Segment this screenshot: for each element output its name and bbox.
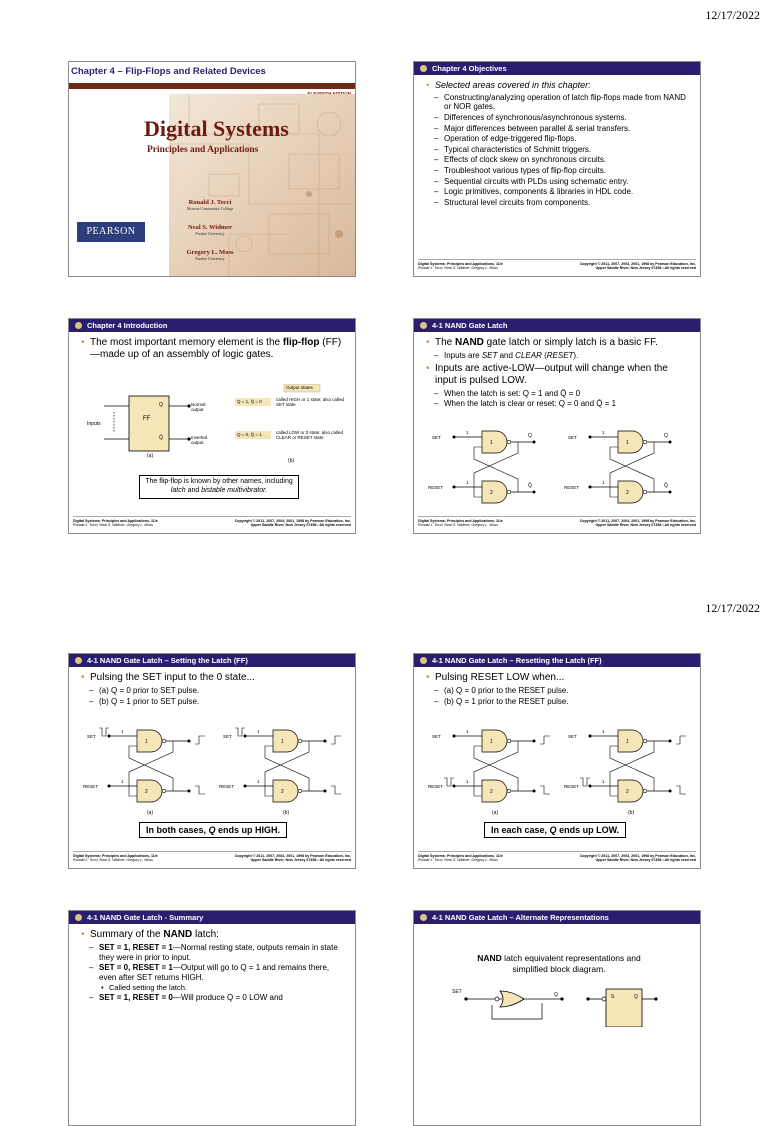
inputs-text-g: ). <box>573 351 579 360</box>
slide-body <box>81 337 347 363</box>
objective-item: – Major differences between parallel & serial transfers. <box>426 124 692 134</box>
objective-item: – Operation of edge-triggered flip-flops. <box>426 134 692 144</box>
nand-gate <box>482 481 507 503</box>
objective-item: – Sequential circuits with PLDs using schematic entry. <box>426 177 692 187</box>
summary-item-2-rest: —Output will go to Q = 1 and remains there, even after SET returns HIGH. <box>99 963 330 982</box>
gate-number: 2 <box>626 789 629 795</box>
result-text-b: Q <box>549 825 557 835</box>
author-3-school: Purdue University <box>195 256 225 261</box>
inverter-bubble <box>162 789 166 793</box>
gate-number: 2 <box>490 490 493 496</box>
gate-number: 1 <box>281 739 284 745</box>
inverter-bubble <box>507 490 511 494</box>
state-1: Q = 1, Q̄ = 0 <box>237 399 262 404</box>
objective-item: – Typical characteristics of Schmitt triggers. <box>426 145 692 155</box>
latch-reset-item: – When the latch is clear or reset: Q = 0 and Q̄ = 1 <box>426 399 692 409</box>
alt-s-label: S <box>611 994 615 1000</box>
logic-level: 1 <box>466 729 469 734</box>
slide-title: 4-1 NAND Gate Latch – Setting the Latch (FF) <box>69 654 355 667</box>
objective-item: – Structural level circuits from components. <box>426 198 692 208</box>
set-pulse-waveform <box>99 728 109 736</box>
summary-bullet <box>81 929 347 941</box>
gate-number: 2 <box>281 789 284 795</box>
intro-text-c: (FF)—made up of an assembly of logic gates. <box>90 337 342 360</box>
qbar-waveform <box>195 786 205 794</box>
nand-gate <box>618 730 643 752</box>
qbar-waveform <box>676 786 686 794</box>
slide-body <box>426 80 692 208</box>
q-waveform <box>676 736 686 744</box>
qbar-waveform <box>331 786 341 794</box>
slide-alternate-representations <box>413 910 701 1126</box>
fig-inverted-label: Inverted output <box>191 435 208 445</box>
set-label: SET <box>432 734 441 739</box>
slide-title: 4-1 NAND Gate Latch - Summary <box>69 911 355 924</box>
slide-body <box>81 672 347 707</box>
summary-text-a: Summary of the <box>90 929 164 940</box>
logic-level: 1 <box>257 779 260 784</box>
result-text-c: ends up LOW. <box>556 825 620 835</box>
slide-footer <box>418 259 696 273</box>
footer-right-2: Upper Saddle River, New Jersey 07458 • All rights reserved <box>595 266 696 271</box>
latch-inputs-item <box>426 351 692 361</box>
slide-body <box>426 337 692 410</box>
pearson-logo <box>77 222 145 242</box>
inverter-bubble <box>507 739 511 743</box>
logic-level: 1 <box>466 430 469 435</box>
footer-right-1: Copyright © 2011, 2007, 2004, 2001, 1998 by Pearson Education, Inc. <box>234 519 351 523</box>
nand-gate <box>273 730 298 752</box>
inverter-bubble <box>507 440 511 444</box>
figure-label: (a) <box>492 810 499 816</box>
footer-right-1: Copyright © 2011, 2007, 2004, 2001, 1998 by Pearson Education, Inc. <box>579 854 696 858</box>
nand-gate <box>482 730 507 752</box>
chapter-title: Chapter 4 – Flip-Flops and Related Devices <box>71 66 266 77</box>
pearson-logo-text: PEARSON <box>86 226 136 237</box>
objective-item: – Troubleshoot various types of flip-flop circuits. <box>426 166 692 176</box>
setting-item-a: – (a) Q = 0 prior to SET pulse. <box>81 686 347 696</box>
resetting-bullet: • Pulsing RESET LOW when... <box>426 672 692 684</box>
footer-right-2: Upper Saddle River, New Jersey 07458 • All rights reserved <box>595 523 696 528</box>
latch-bullet-2: • Inputs are active-LOW—output will change when the input is pulsed LOW. <box>426 363 692 387</box>
slide-title: Chapter 4 Objectives <box>414 62 700 75</box>
fig-normal-label: Normal output <box>191 402 206 412</box>
author-3 <box>165 249 255 261</box>
objective-item: – Effects of clock skew on synchronous circuits. <box>426 155 692 165</box>
inputs-text-d: CLEAR <box>515 351 542 360</box>
latch-schematic <box>219 728 341 816</box>
reset-pulse-waveform <box>580 778 590 786</box>
nand-gate <box>137 730 162 752</box>
nand-gate <box>618 431 643 453</box>
author-3-name: Gregory L. Moss <box>186 249 234 256</box>
gate-number: 2 <box>145 789 148 795</box>
inputs-text-f: RESET <box>546 351 574 360</box>
book-subtitle: Principles and Applications <box>147 145 259 155</box>
result-text-b: Q <box>208 825 216 835</box>
gate-number: 1 <box>626 739 629 745</box>
footer-left-2: Ronald J. Tocci, Neal S. Widmer, Gregory L. Moss <box>73 858 153 863</box>
footer-right-2: Upper Saddle River, New Jersey 07458 • All rights reserved <box>595 858 696 863</box>
resetting-result <box>484 822 626 838</box>
inverter-bubble <box>298 739 302 743</box>
alt-q-label-2: Q <box>634 994 638 1000</box>
footer-right-1: Copyright © 2011, 2007, 2004, 2001, 1998 by Pearson Education, Inc. <box>234 854 351 858</box>
summary-item-3-rest: —Will produce Q = 0 LOW and <box>172 993 283 1003</box>
summary-item-3 <box>81 993 347 1003</box>
fig-q-label: Q <box>159 402 163 408</box>
intro-text-a: The most important memory element is the <box>90 337 283 348</box>
logic-level: 1 <box>602 779 605 784</box>
q-waveform <box>540 736 550 744</box>
page-date: 12/17/2022 <box>705 8 760 22</box>
q-output-label: Q <box>664 433 668 439</box>
summary-item-1-bold: SET = 1, RESET = 1 <box>99 943 173 952</box>
slide-body <box>426 672 692 707</box>
q-waveform <box>331 736 341 744</box>
summary-item-1 <box>81 943 347 962</box>
gate-number: 1 <box>626 440 629 446</box>
set-label: SET <box>568 734 577 739</box>
resetting-latch-diagrams <box>414 722 701 822</box>
alt-q-label: Q <box>554 992 558 998</box>
latch-schematic <box>564 729 686 816</box>
figure-label: (b) <box>283 810 290 816</box>
slide-title: 4-1 NAND Gate Latch – Alternate Representations <box>414 911 700 924</box>
footer-right-1: Copyright © 2011, 2007, 2004, 2001, 1998 by Pearson Education, Inc. <box>579 262 696 266</box>
author-1 <box>165 199 255 211</box>
output-states-label: Output states <box>286 385 313 390</box>
footer-right-1: Copyright © 2011, 2007, 2004, 2001, 1998 by Pearson Education, Inc. <box>579 519 696 523</box>
inputs-text-e: ( <box>541 351 547 360</box>
slide-title: 4-1 NAND Gate Latch <box>414 319 700 332</box>
nand-gate <box>137 780 162 802</box>
nand-gate <box>482 780 507 802</box>
slide-footer <box>418 516 696 530</box>
fig-qbar-label: Q̄ <box>159 435 163 441</box>
inverter-bubble <box>643 739 647 743</box>
inverter-bubble <box>643 789 647 793</box>
qbar-output-label: Q̄ <box>664 483 668 489</box>
inputs-text-a: Inputs are <box>444 351 482 360</box>
footer-left-1: Digital Systems: Principles and Applications, 11/e <box>418 519 503 523</box>
footer-left-2: Ronald J. Tocci, Neal S. Widmer, Gregory L. Moss <box>418 266 498 271</box>
slide-resetting-latch <box>413 653 701 869</box>
summary-text-b: NAND <box>163 929 193 940</box>
slide-cover <box>68 61 356 277</box>
set-label: SET <box>87 734 96 739</box>
slide-setting-latch <box>68 653 356 869</box>
setting-bullet: • Pulsing the SET input to the 0 state... <box>81 672 347 684</box>
footer-left-1: Digital Systems: Principles and Applications, 11/e <box>73 854 158 858</box>
logic-level: 1 <box>121 779 124 784</box>
gate-number: 2 <box>490 789 493 795</box>
footer-left-1: Digital Systems: Principles and Applications, 11/e <box>418 262 503 266</box>
nand-latch-diagrams <box>414 427 701 507</box>
summary-item-2-bold: SET = 0, RESET = 1 <box>99 963 173 973</box>
book-title: Digital Systems <box>144 116 289 141</box>
set-label: SET <box>223 734 232 739</box>
qbar-output-label: Q̄ <box>528 483 532 489</box>
nand-gate <box>618 481 643 503</box>
slide-title: Chapter 4 Introduction <box>69 319 355 332</box>
set-label: SET <box>432 435 441 440</box>
summary-sub-note: • Called setting the latch. <box>81 983 347 992</box>
slide-objectives <box>413 61 701 277</box>
footer-left-2: Ronald J. Tocci, Neal S. Widmer, Gregory L. Moss <box>418 858 498 863</box>
reset-label: RESET <box>428 784 444 789</box>
gate-number: 2 <box>626 490 629 496</box>
author-2-name: Neal S. Widmer <box>188 224 232 231</box>
footer-left-2: Ronald J. Tocci, Neal S. Widmer, Gregory L. Moss <box>418 523 498 528</box>
inputs-text-c: and <box>497 351 516 360</box>
reset-label: RESET <box>564 784 580 789</box>
objective-item: – Logic primitives, components & libraries in HDL code. <box>426 187 692 197</box>
logic-level: 1 <box>121 729 124 734</box>
latch-schematic <box>564 430 672 503</box>
flipflop-note <box>139 475 299 499</box>
resetting-item-a: – (a) Q = 0 prior to the RESET pulse. <box>426 686 692 696</box>
nand-gate <box>618 780 643 802</box>
inverter-bubble <box>298 789 302 793</box>
reset-label: RESET <box>219 784 235 789</box>
author-2 <box>165 224 255 236</box>
fig-inputs-label: Inputs <box>87 421 101 427</box>
footer-left-1: Digital Systems: Principles and Applications, 11/e <box>73 519 158 523</box>
slide-summary <box>68 910 356 1126</box>
summary-text-c: latch: <box>192 929 219 940</box>
latch-text-a: The <box>435 337 456 348</box>
gate-number: 1 <box>490 739 493 745</box>
result-text-a: In both cases, <box>146 825 209 835</box>
inputs-text-b: SET <box>481 351 498 360</box>
summary-item-3-bold: SET = 1, RESET = 0 <box>99 993 173 1003</box>
setting-item-b: – (b) Q = 1 prior to SET pulse. <box>81 697 347 707</box>
setting-result <box>139 822 287 838</box>
page-date: 12/17/2022 <box>705 601 760 615</box>
objectives-lead <box>426 80 692 91</box>
set-pulse-waveform <box>235 728 245 736</box>
slide-footer <box>418 851 696 865</box>
note-text-b: latch <box>170 486 186 494</box>
note-text-c: and <box>185 486 202 494</box>
logic-level: 1 <box>257 729 260 734</box>
latch-bullet-1 <box>426 337 692 349</box>
footer-right-2: Upper Saddle River, New Jersey 07458 • All rights reserved <box>250 523 351 528</box>
setting-latch-diagrams <box>69 722 356 822</box>
alt-representation-diagram <box>452 987 692 1027</box>
q-waveform <box>195 736 205 744</box>
logic-level: 1 <box>466 779 469 784</box>
resetting-item-b: – (b) Q = 1 prior to the RESET pulse. <box>426 697 692 707</box>
alt-caption-b: latch equivalent representations and simplified block diagram. <box>501 953 641 974</box>
note-text-d: bistable multivibrator. <box>201 486 268 494</box>
latch-text-c: gate latch or simply latch is a basic FF. <box>483 337 658 348</box>
inverter-bubble <box>643 490 647 494</box>
summary-item-1-rest: —Normal resting state, outputs remain in state they were in prior to input. <box>99 943 338 962</box>
alt-set-label: SET <box>452 989 462 995</box>
latch-text-b: NAND <box>455 337 484 348</box>
footer-right-2: Upper Saddle River, New Jersey 07458 • All rights reserved <box>250 858 351 863</box>
result-text-c: ends up HIGH. <box>215 825 281 835</box>
logic-level: 1 <box>466 480 469 485</box>
slide-title: 4-1 NAND Gate Latch – Resetting the Latch (FF) <box>414 654 700 667</box>
slide-footer <box>73 516 351 530</box>
intro-bullet <box>81 337 347 361</box>
latch-schematic <box>83 728 205 816</box>
figure-label: (b) <box>628 810 635 816</box>
fig-a-label: (a) <box>147 453 154 459</box>
nand-gate <box>482 431 507 453</box>
slide-footer <box>73 851 351 865</box>
inverter-bubble <box>507 789 511 793</box>
result-text-a: In each case, <box>491 825 550 835</box>
objective-item: – Differences of synchronous/asynchronous systems. <box>426 113 692 123</box>
inverter-bubble <box>162 739 166 743</box>
latch-schematic <box>428 430 536 503</box>
qbar-waveform <box>540 786 550 794</box>
reset-pulse-waveform <box>444 778 454 786</box>
summary-item-2 <box>81 963 347 982</box>
objective-item: – Constructing/analyzing operation of latch flip-flops made from NAND or NOR gates. <box>426 93 692 112</box>
alt-caption-a: NAND <box>477 953 502 963</box>
q-output-label: Q <box>528 433 532 439</box>
latch-schematic <box>428 729 550 816</box>
author-1-name: Ronald J. Tocci <box>188 199 232 206</box>
note-text-a: The flip-flop is known by other names, including <box>145 478 293 485</box>
fig-ff-label: FF <box>143 416 151 422</box>
figure-label: (a) <box>147 810 154 816</box>
gate-number: 1 <box>490 440 493 446</box>
state-1-desc: called HIGH or 1 state; also called SET state <box>276 397 345 408</box>
nand-gate <box>273 780 298 802</box>
footer-left-1: Digital Systems: Principles and Applications, 11/e <box>418 854 503 858</box>
slide-nand-latch <box>413 318 701 534</box>
reset-label: RESET <box>83 784 99 789</box>
state-2-desc: called LOW or 0 state; also called CLEAR or RESET state <box>276 430 344 441</box>
reset-label: RESET <box>564 485 580 490</box>
set-label: SET <box>568 435 577 440</box>
intro-text-b: flip-flop <box>282 337 320 348</box>
alt-caption <box>474 953 644 974</box>
slide-body <box>81 929 347 1004</box>
fig-b-label: (b) <box>288 458 295 464</box>
cover-band <box>69 83 355 89</box>
objectives-lead-text: Selected areas covered in this chapter: <box>435 80 591 90</box>
state-2: Q = 0, Q̄ = 1 <box>237 432 262 437</box>
slide-introduction <box>68 318 356 534</box>
latch-set-item: – When the latch is set: Q = 1 and Q̄ = 0 <box>426 389 692 399</box>
logic-level: 1 <box>602 480 605 485</box>
author-1-school: Monroe Community College <box>186 206 234 211</box>
author-2-school: Purdue University <box>195 231 225 236</box>
inverter-bubble <box>643 440 647 444</box>
logic-level: 1 <box>602 430 605 435</box>
gate-number: 1 <box>145 739 148 745</box>
reset-label: RESET <box>428 485 444 490</box>
footer-left-2: Ronald J. Tocci, Neal S. Widmer, Gregory L. Moss <box>73 523 153 528</box>
logic-level: 1 <box>602 729 605 734</box>
